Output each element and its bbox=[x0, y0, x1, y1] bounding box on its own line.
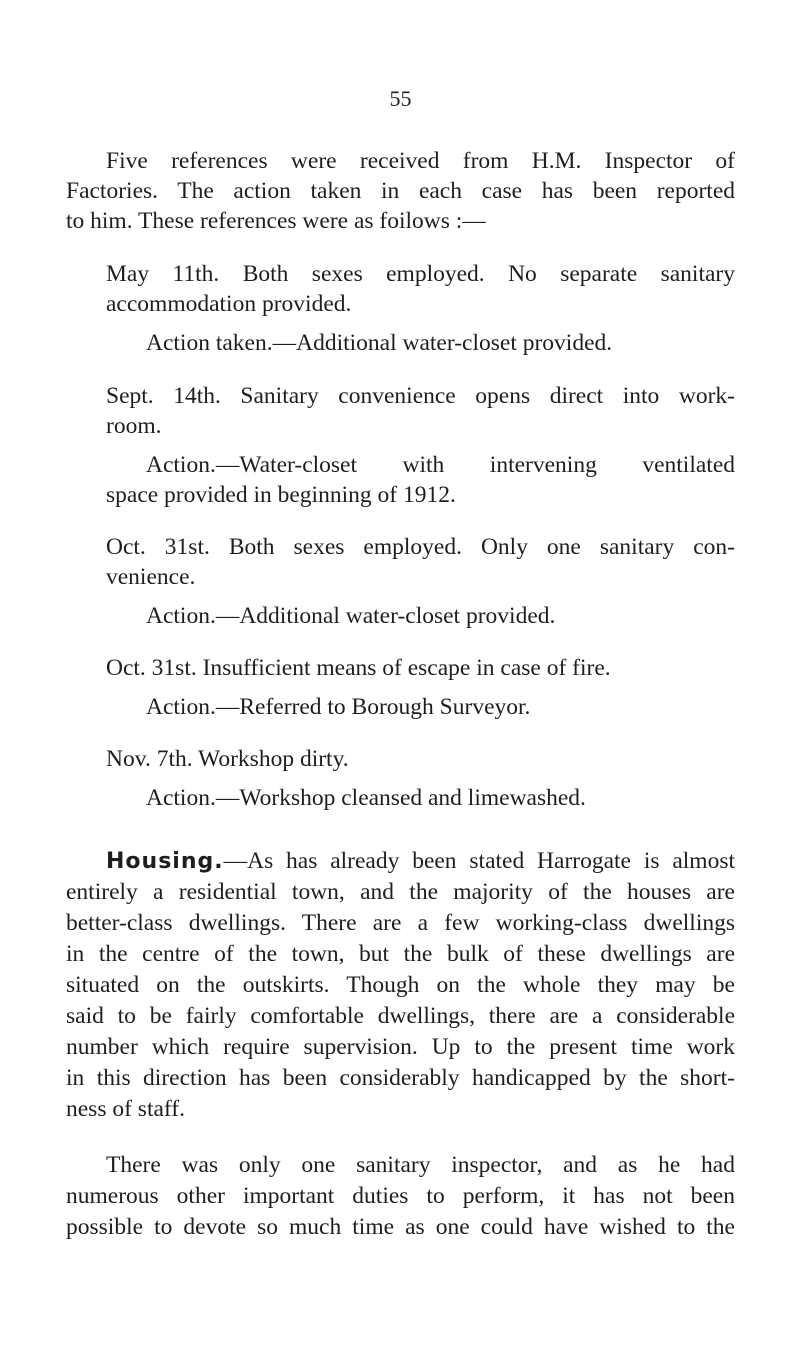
reference-3-line-1: Oct. 31st. Both sexes employed. Only one sanitary con- bbox=[106, 534, 735, 560]
housing-line-9: ness of staff. bbox=[66, 1096, 186, 1122]
reference-4-action: Action.—Referred to Borough Surveyor. bbox=[146, 694, 531, 720]
reference-2-action-line-2: space provided in beginning of 1912. bbox=[106, 482, 456, 508]
housing-line-8: in this direction has been considerably handicapped by the short- bbox=[66, 1065, 735, 1091]
reference-3-action: Action.—Additional water-closet provided. bbox=[146, 603, 556, 629]
housing-line-7: number which require supervision. Up to the present time work bbox=[66, 1034, 735, 1060]
reference-2-line-1: Sept. 14th. Sanitary convenience opens direct into work- bbox=[106, 383, 735, 409]
reference-2-line-2: room. bbox=[106, 413, 162, 439]
reference-5-line-1: Nov. 7th. Workshop dirty. bbox=[106, 746, 349, 772]
housing-line-6: said to be fairly comfortable dwellings, there are a considerable bbox=[66, 1003, 735, 1029]
reference-2-action-line-1: Action.—Water-closet with intervening ventilated bbox=[146, 452, 735, 478]
housing-line-4: in the centre of the town, but the bulk of these dwellings are bbox=[66, 941, 735, 967]
housing-line-3: better-class dwellings. There are a few working-class dwellings bbox=[66, 910, 735, 936]
closing-line-2: numerous other important duties to perform, it has not been bbox=[66, 1183, 735, 1209]
reference-5-action: Action.—Workshop cleansed and limewashed. bbox=[146, 785, 586, 811]
reference-1-action: Action taken.—Additional water-closet provided. bbox=[146, 330, 613, 356]
reference-1-line-1: May 11th. Both sexes employed. No separate sanitary bbox=[106, 261, 735, 287]
reference-3-line-2: venience. bbox=[106, 564, 196, 590]
housing-first-line-text: —As has already been stated Harrogate is almost bbox=[223, 848, 735, 874]
housing-line-5: situated on the outskirts. Though on the whole they may be bbox=[66, 972, 735, 998]
reference-4-line-1: Oct. 31st. Insufficient means of escape in case of fire. bbox=[106, 655, 611, 681]
housing-heading: Housing. bbox=[106, 849, 224, 874]
reference-1-line-2: accommodation provided. bbox=[106, 291, 352, 317]
intro-line-3: to him. These references were as foilows :— bbox=[66, 208, 486, 234]
page-number: 55 bbox=[389, 86, 412, 111]
closing-line-3: possible to devote so much time as one could have wished to the bbox=[66, 1214, 735, 1240]
closing-line-1: There was only one sanitary inspector, and as he had bbox=[106, 1152, 735, 1178]
intro-line-2: Factories. The action taken in each case has been reported bbox=[66, 178, 735, 204]
housing-line-1 bbox=[106, 846, 735, 877]
intro-line-1: Five references were received from H.M. Inspector of bbox=[106, 148, 735, 174]
housing-line-2: entirely a residential town, and the majority of the houses are bbox=[66, 879, 735, 905]
